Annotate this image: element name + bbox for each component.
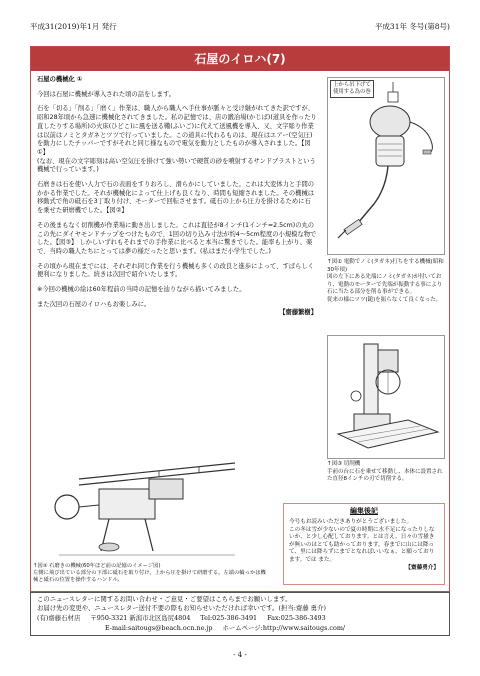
article-frame — [30, 46, 450, 592]
figure-1-caption: ↑図① 電動でノミ(タガネ)打ちをする機械(昭和30年頃) 図の左下にある先端にノミ(タガネ)が付いており、電動のモーターで先端が振動する事により石に当たる部分を削る事ができる。 従来の様にツツ(鎚)を振らなくて良くなった。 — [327, 259, 444, 303]
company-address: 〒950-3321 新潟市北区島尻4804 — [90, 614, 191, 622]
postscript-title: 編集後記 — [350, 507, 378, 515]
company-row — [37, 614, 443, 623]
paragraph: 石を「切る」「削る」「磨く」作業は、職人から職人へ手仕事が脈々と受け継がれてきた訳ですが、昭和28年頃から急速に機械化されてきました。私の記憶では、店の鍛冶場(かじば)(道具を作ったり直したりする場所)の火床(ひどこ)に風を送る鞴(ふいご)に代えて送風機を導入、又、文字彫り作業は以前はノミとタガネとツツで行っていました。この道具に代わるものは、現在はエアー(空気圧)を動力にしたチッパーですがそれと同じ様なもので電気を動力としたものが導入されました。【図①】 — [37, 105, 317, 156]
paragraph: また次回の石屋のイロハもお楽しみに。 — [37, 300, 151, 308]
company-fax: Fax:025-386-3493 — [267, 614, 326, 622]
figure-2-caption: ↑図② 石磨きの機械(60年ほど前の記憶のイメージ図) 左側に飛び出ている部分の下部に砥石を取り付け、上から圧を掛けて研磨する。左端の輪っかは機械と砥石の位置を操作するハンドル。 — [33, 563, 266, 584]
callout-text: 上から吊下げて 使用する為の巻 — [333, 82, 371, 95]
editor-postscript — [283, 503, 445, 585]
paragraph: その頃から現在までには、それぞれ同じ作業を行う機械も多くの改良と進歩によって、すばらしく便利になりました。続きは次回で紹介いたします。 — [37, 262, 314, 279]
postscript-text: 今号もお読みいただきありがとうございました。 この冬は雪が少ないので夏の時期に水不足になったりしないか、と少し心配しております。とは言え、日々の雪掻きが無いのはとても助かっております。春までに山には降って、里には降らずにまでとなればいいなぁ、と願っております。では また。 — [289, 519, 435, 563]
postscript-signature: 【齋藤勇介】 — [405, 564, 439, 571]
company-name: (有)齋藤石材店 — [37, 614, 81, 622]
cutting-machine-drawing — [328, 336, 444, 458]
article-title: 石屋のイロハ(7) — [31, 47, 449, 71]
paragraph: ※今回の機械の絵は60年程前の当時の記憶を辿りながら描いてみました。 — [37, 286, 246, 294]
article-body — [37, 76, 317, 324]
contact-footer — [30, 592, 450, 636]
figure-1-callout — [330, 80, 374, 98]
paragraph: 今回は石屋に機械が導入された頃の話をします。 — [37, 90, 176, 98]
issue-date: 平成31(2019)年1月 発行 — [30, 22, 117, 31]
homepage-link[interactable]: ホームページ:http://www.saitougs.com/ — [222, 624, 346, 632]
figure-2-illustration — [39, 455, 239, 577]
company-tel: Tel:025-386-3491 — [200, 614, 258, 622]
figure-1-illustration — [327, 77, 445, 255]
article-author: 【齋藤繁樹】 — [279, 309, 317, 317]
figure-3-illustration — [327, 335, 445, 459]
footer-line: お届け先の変更や、ニュースレター送付不要の際もお知らせいただければ幸いです。(担当:齋藤 勇介) — [37, 604, 326, 612]
paragraph: 石磨きは石を使い人力で石の表面をすりおろし、滑らかにしていました。これは大変体力と手間のかかる作業でした。それが機械化によって仕上げも良くなり、時間も短縮されました。その機械は移動式で角の砥石を3丁取り付け、モーターで回転させます。砥石の上から圧力を掛けるために石を乗せた研磨機でした。【図②】 — [37, 181, 315, 215]
figure-3-caption: ↑図③ 切削機 手前の台に石を乗せて移動し、本体に設置された直径8インチの刃で切削する。 — [327, 461, 443, 483]
company-web-row — [37, 624, 443, 633]
page-number: - 4 - — [233, 651, 247, 659]
paragraph: その後まもなく切削機が作業場に動き出しました。これは直径が8インチ(1インチ=2.5cm)の丸のこの先にダイヤモンドチップをつけたもので、1回の切り込み寸法が約4〜5cm程度の小規模な物でした。【図③】 しかしいずれもそれまでの手作業に比べると本当に驚きでした。能率も上がり、楽で、当時の職人たちにとっては夢の様だったと思います。(私はまだ小学生でした。) — [37, 221, 317, 255]
issue-number: 平成31年 冬号(第8号) — [374, 22, 450, 31]
paragraph: (なお、現在の文字彫刻は高い空気圧を掛けて強い勢いで硬質の砂を噴射するサンドブラストという機械で行っています。) — [37, 157, 316, 174]
footer-line: このニュースレターに関するお問い合わせ・ご意見・ご要望はこちらまでお願いします。 — [37, 595, 292, 603]
email-link[interactable]: E-mail:saitougs@beach.ocn.ne.jp — [105, 624, 213, 632]
electric-chisel-drawing — [328, 78, 444, 254]
section-title: 石屋の機械化 ① — [37, 76, 83, 83]
polishing-machine-drawing — [39, 455, 239, 561]
postscript-body — [284, 516, 444, 575]
